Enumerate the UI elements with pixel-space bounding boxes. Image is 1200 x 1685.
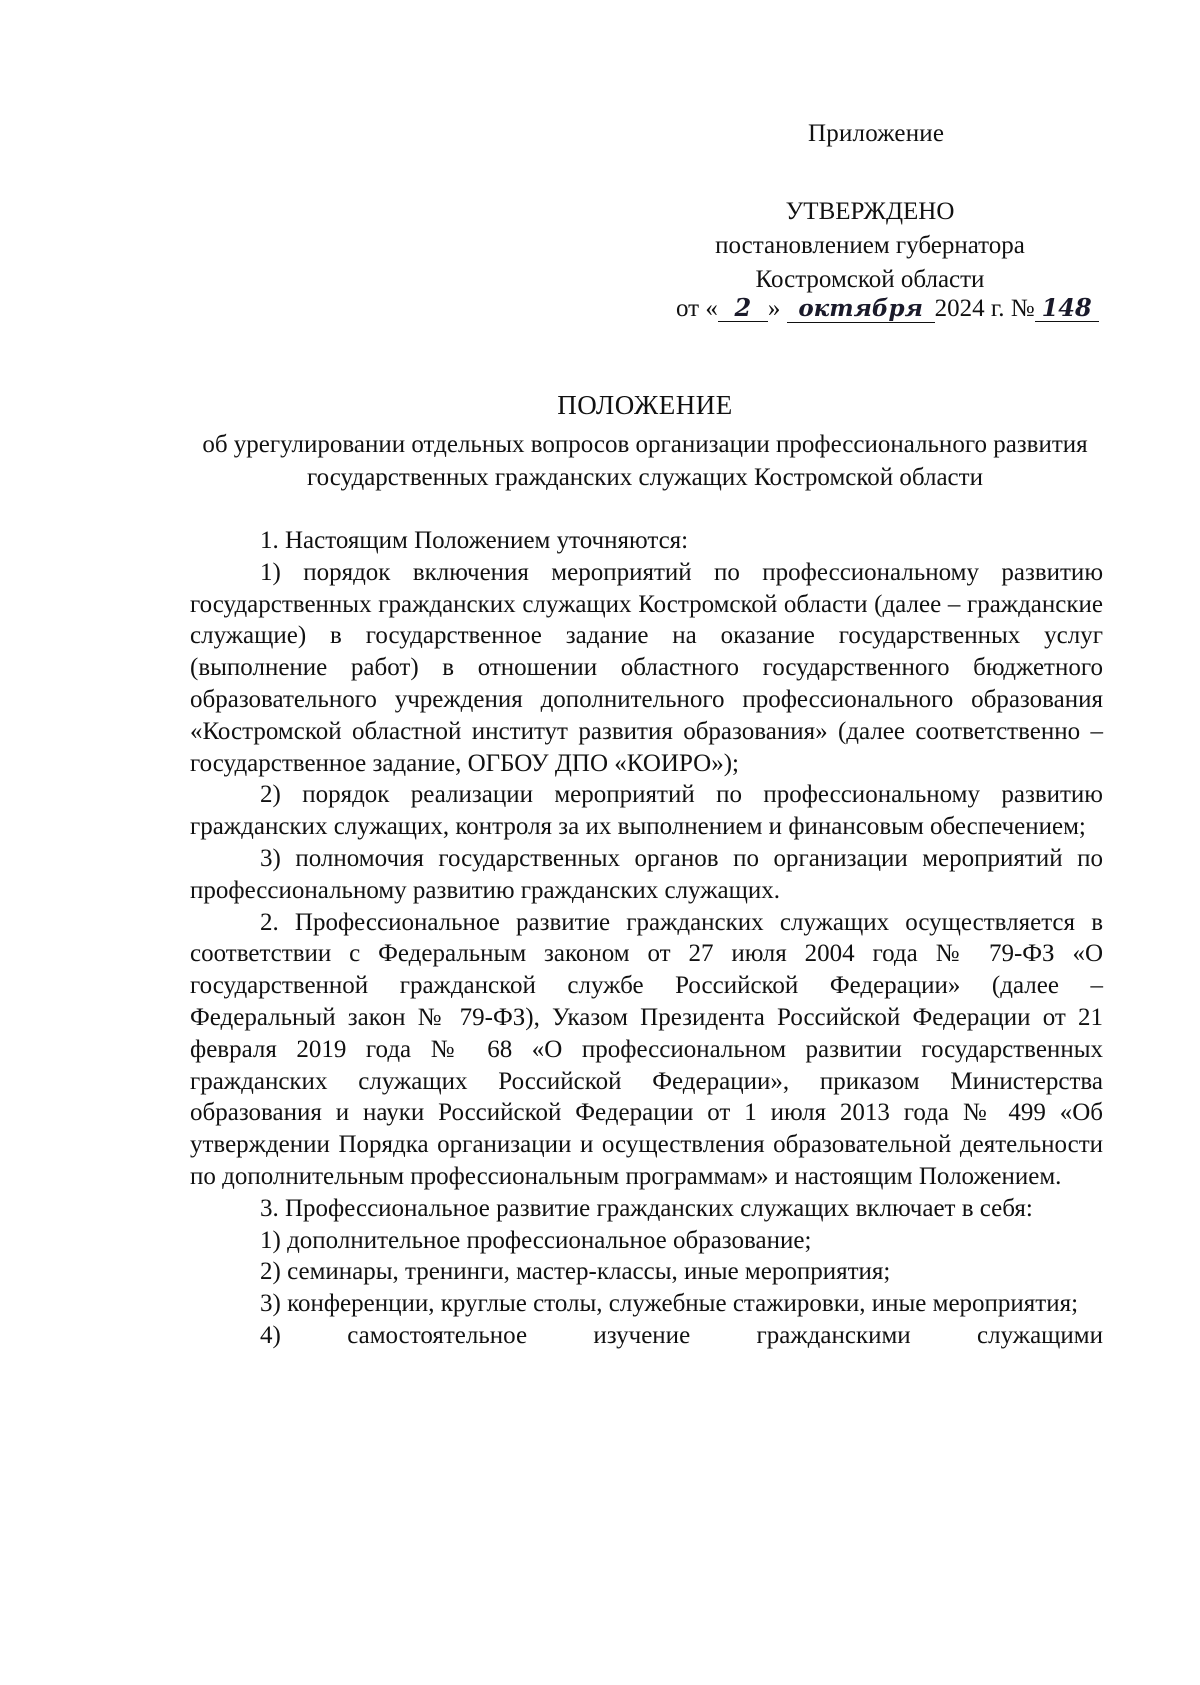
paragraph-1-2: 2) порядок реализации мероприятий по профессиональному развитию гражданских служащих, контроля за их выполнением и финансовым обеспечением; — [190, 781, 1103, 841]
date-mid: » — [767, 295, 781, 322]
appendix-label: Приложение — [808, 120, 945, 147]
approval-block — [640, 195, 1100, 297]
paragraph-3-4: 4) самостоятельное изучение гражданскими служащими — [260, 1321, 1103, 1349]
paragraph-1-3: 3) полномочия государственных органов по организации мероприятий по профессиональному развитию гражданских служащих. — [190, 844, 1103, 904]
decree-line-2: Костромской области — [755, 266, 985, 293]
paragraph-1-1: 1) порядок включения мероприятий по профессиональному развитию государственных гражданских служащих Костромской области (далее – гражданские служащие) в государственное задание на оказание государственных услуг (выполнение работ) в отношении областного государственного бюджетного образовательного учреждения дополнительного профессионального образования «Костромской областной институт развития образования» (далее соответственно – государственное задание, ОГБОУ ДПО «КОИРО»); — [190, 558, 1103, 777]
paragraph-3: 3. Профессиональное развитие гражданских служащих включает в себя: — [260, 1194, 1033, 1222]
paragraph-3-3: 3) конференции, круглые столы, служебные стажировки, иные мероприятия; — [260, 1290, 1079, 1318]
handwritten-month: октября — [787, 296, 935, 323]
handwritten-number: 148 — [1035, 295, 1099, 322]
date-prefix: от « — [676, 295, 718, 322]
document-body — [190, 525, 1103, 1352]
decree-line-1: постановлением губернатора — [715, 232, 1025, 259]
paragraph-2: 2. Профессиональное развитие гражданских служащих осуществляется в соответствии с Федеральным законом от 27 июля 2004 года № 79-ФЗ «О государственной гражданской службе Российской Федерации» (далее – Федеральный закон № 79-ФЗ), Указом Президента Российской Федерации от 21 февраля 2019 года № 68 «О профессиональном развитии государственных гражданских служащих Российской Федерации», приказом Министерства образования и науки Российской Федерации от 1 июля 2013 года № 499 «Об утверждении Порядка организации и осуществления образовательной деятельности по дополнительным профессиональным программам» и настоящим Положением. — [190, 908, 1103, 1190]
document-title: ПОЛОЖЕНИЕ — [557, 390, 733, 420]
paragraph-3-1: 1) дополнительное профессиональное образование; — [260, 1226, 812, 1254]
document-subtitle: об урегулировании отдельных вопросов организации профессионального развития государственных гражданских служащих Костромской области — [202, 431, 1088, 491]
paragraph-1: 1. Настоящим Положением уточняются: — [260, 527, 689, 554]
approved-stamp-text: УТВЕРЖДЕНО — [785, 198, 955, 225]
paragraph-3-2: 2) семинары, тренинги, мастер-классы, иные мероприятия; — [260, 1258, 891, 1286]
handwritten-day: 2 — [718, 295, 768, 322]
decree-date-line — [676, 295, 1099, 323]
year-text: 2024 г. № — [934, 295, 1035, 322]
